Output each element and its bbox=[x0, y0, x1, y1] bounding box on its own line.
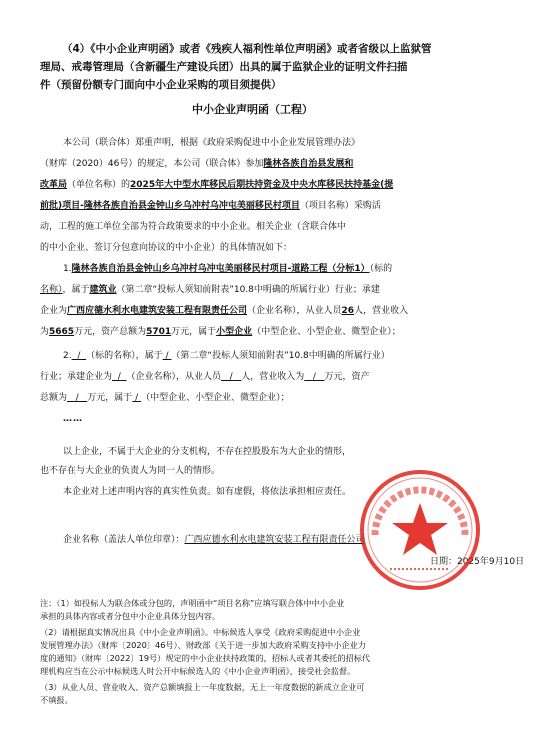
para1-line-5: 动，工程的施工单位全部为符合政策要求的中小企业。相关企业（含联合体中 bbox=[40, 222, 347, 232]
item2-line-2: 行业；承建企业为 / （企业名称），从业人员 / 人，营业收入为 / 万元，资产 bbox=[40, 372, 370, 382]
para2-line-2: 也不存在与大企业的负责人为同一人的情形。 bbox=[40, 466, 221, 476]
note-1-line-1: 注：（1）如投标人为联合体或分包的，声明函中“项目名称”应填写联合体中中小企业 bbox=[40, 598, 345, 608]
purchaser-name: 隆林各族自治县发展和 bbox=[263, 159, 354, 169]
header-line-1: （4）《中小企业声明函》或者《残疾人福利性单位声明函》或者省级以上监狱管 bbox=[62, 43, 432, 55]
item1-line-1: 1.隆林各族自治县金钟山乡乌冲村乌冲屯美丽移民村项目-道路工程（分标1）（标的 bbox=[63, 264, 393, 274]
item2-line-1: 2. / （标的名称），属于 / （第二章“投标人须知前附表”10.8中明确的所属行业） bbox=[63, 351, 390, 361]
header-line-2: 理局、戒毒管理局（含新疆生产建设兵团）出具的属于监狱企业的证明文件扫描 bbox=[40, 61, 408, 73]
note-2-line-3: 度的通知》（财库〔2022〕19号）规定的中小企业扶持政策的，招标人或者其委托的招标代 bbox=[40, 653, 371, 663]
ellipsis: …… bbox=[63, 414, 83, 424]
project-name-part1: 2025年大中型水库移民后期扶持资金及中央水库移民扶持基金(提 bbox=[130, 180, 394, 190]
item1-assets: 5701 bbox=[146, 327, 172, 337]
company-seal-icon bbox=[355, 465, 485, 595]
note-1-line-2: 承担的具体内容或者分包中小企业具体分包内容。 bbox=[40, 611, 221, 621]
note-2-line-4: 理机构应当在公示中标候选人时公开中标候选人的《中小企业声明函》，接受社会监督。 bbox=[40, 666, 356, 676]
note-3-line-2: 不填报。 bbox=[40, 695, 73, 705]
item1-industry: 建筑业 bbox=[89, 285, 117, 295]
item1-revenue: 5665 bbox=[49, 327, 75, 337]
para1-line-2: （财库（2020）46号）的规定，本公司（联合体）参加隆林各族自治县发展和 bbox=[40, 159, 354, 169]
signature-line: 企业名称（盖法人单位印章）：广西应德水利水电建筑安装工程有限责任公司 bbox=[63, 535, 365, 545]
para2-line-1: 以上企业，不属于大企业的分支机构，不存在控股股东为大企业的情形， bbox=[63, 447, 352, 457]
item1-line-4: 为5665万元，资产总额为5701万元，属于小型企业（中型企业、小型企业、微型企业）； bbox=[40, 327, 401, 337]
item1-project: 隆林各族自治县金钟山乡乌冲村乌冲屯美丽移民村项目-道路工程（分标1） bbox=[71, 264, 370, 274]
item2-line-3: 总额为 / 万元，属于 / （中型企业、小型企业、微型企业）； bbox=[40, 393, 290, 403]
item1-size: 小型企业 bbox=[216, 327, 253, 337]
para1-line-4: 前批)项目-隆林各族自治县金钟山乡乌冲村乌冲屯美丽移民村项目（项目名称）采购活 bbox=[40, 201, 381, 211]
header-line-3: 件（预留份额专门面向中小企业采购的项目须提供） bbox=[40, 79, 282, 91]
signature-company: 广西应德水利水电建筑安装工程有限责任公司 bbox=[184, 535, 365, 545]
para2-line-3: 本企业对上述声明内容的真实性负责。如有虚假，将依法承担相应责任。 bbox=[63, 487, 352, 497]
page-title: 中小企业声明函（工程） bbox=[192, 103, 313, 116]
para1-line-3: 改革局（单位名称）的2025年大中型水库移民后期扶持资金及中央水库移民扶持基金(提 bbox=[40, 180, 394, 190]
item1-company: 广西应德水利水电建筑安装工程有限责任公司 bbox=[67, 306, 248, 316]
item1-staff: 26 bbox=[341, 306, 355, 316]
para1-line-1: 本公司（联合体）郑重声明，根据《政府采购促进中小企业发展管理办法》 bbox=[63, 138, 361, 148]
signature-date: 日期：2025年9月10日 bbox=[430, 557, 525, 567]
para1-line-6: 的中小企业、签订分包意向协议的中小企业）的具体情况如下： bbox=[40, 243, 293, 253]
note-2-line-2: 发展管理办法》（财库〔2020〕46号）、财政部《关于进一步加大政府采购支持中小企业力 bbox=[40, 640, 366, 650]
project-name-part2: 前批)项目-隆林各族自治县金钟山乡乌冲村乌冲屯美丽移民村项目 bbox=[40, 201, 300, 211]
note-3-line-1: （3）从业人员、营业收入、资产总额填报上一年度数据，无上一年度数据的新成立企业可 bbox=[40, 682, 365, 692]
note-2-line-1: （2）请根据真实情况出具《中小企业声明函》。中标候选人享受《政府采购促进中小企业 bbox=[40, 627, 361, 637]
item1-line-2: 名称），属于建筑业（第二章“投标人须知前附表”10.8中明确的所属行业）行业；承建 bbox=[40, 285, 380, 295]
item1-line-3: 企业为广西应德水利水电建筑安装工程有限责任公司（企业名称），从业人员26人，营业收入 bbox=[40, 306, 409, 316]
